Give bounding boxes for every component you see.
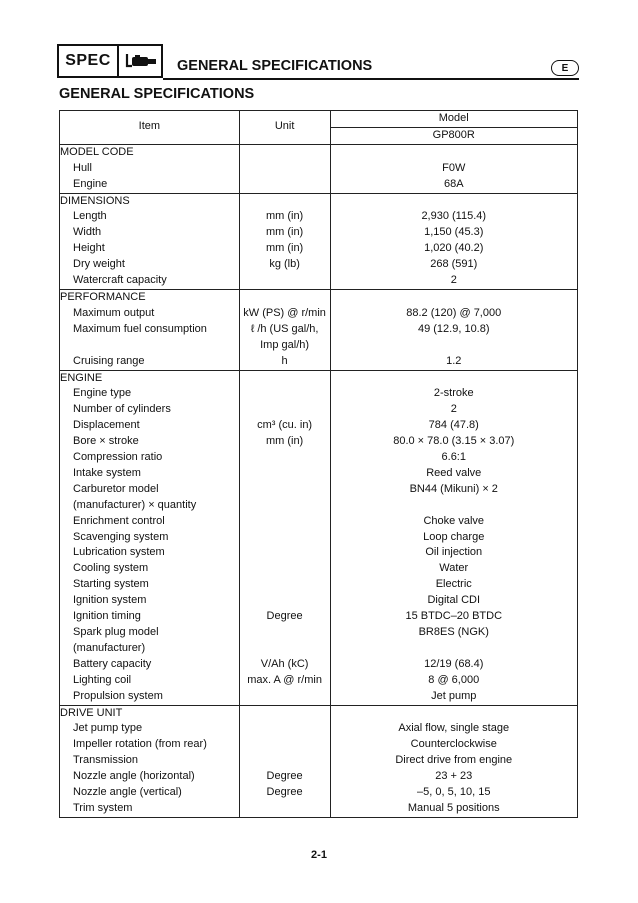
unit-cell bbox=[239, 561, 330, 577]
unit-cell: mm (in) bbox=[239, 225, 330, 241]
unit-cell: Degree bbox=[239, 785, 330, 801]
value-cell bbox=[330, 193, 578, 209]
unit-cell bbox=[239, 386, 330, 402]
value-cell: 8 @ 6,000 bbox=[428, 673, 480, 686]
value-cell: Counterclockwise bbox=[410, 738, 497, 751]
table-row bbox=[60, 721, 578, 737]
value-cell: Loop charge bbox=[423, 530, 485, 543]
table-row bbox=[60, 801, 578, 817]
value-cell: 23 + 23 bbox=[435, 770, 473, 783]
item-label: Cooling system bbox=[60, 561, 240, 577]
table-row bbox=[60, 514, 578, 530]
table-row bbox=[60, 434, 578, 450]
unit-cell bbox=[239, 721, 330, 737]
unit-cell bbox=[239, 144, 330, 160]
unit-cell: V/Ah (kC) bbox=[239, 657, 330, 673]
unit-cell bbox=[239, 289, 330, 305]
table-row bbox=[60, 673, 578, 689]
item-label: Scavenging system bbox=[60, 530, 240, 546]
value-cell bbox=[330, 144, 578, 160]
table-row bbox=[60, 753, 578, 769]
page-number: 2-1 bbox=[311, 849, 327, 861]
unit-cell: mm (in) bbox=[239, 209, 330, 225]
value-cell: Axial flow, single stage bbox=[398, 722, 510, 735]
item-label: Displacement bbox=[60, 418, 240, 434]
category-row bbox=[60, 289, 578, 305]
unit-cell: max. A @ r/min bbox=[239, 673, 330, 689]
value-cell: Water bbox=[439, 562, 469, 575]
table-row bbox=[60, 689, 578, 705]
table-row bbox=[60, 450, 578, 466]
table-row bbox=[60, 482, 578, 514]
table-row bbox=[60, 241, 578, 257]
value-cell: Jet pump bbox=[431, 689, 477, 702]
unit-cell bbox=[239, 482, 330, 514]
item-label: Hull bbox=[60, 161, 240, 177]
table-row bbox=[60, 209, 578, 225]
column-header-model: Model bbox=[330, 111, 578, 128]
category-label: DRIVE UNIT bbox=[60, 705, 240, 721]
unit-cell: mm (in) bbox=[239, 434, 330, 450]
spec-box bbox=[57, 44, 163, 78]
table-row bbox=[60, 306, 578, 322]
value-cell: Choke valve bbox=[423, 514, 485, 527]
unit-cell bbox=[239, 161, 330, 177]
category-label: DIMENSIONS bbox=[60, 193, 240, 209]
value-cell: 2,930 (115.4) bbox=[421, 210, 487, 223]
item-label: Engine bbox=[60, 177, 240, 193]
item-label: Intake system bbox=[60, 466, 240, 482]
unit-cell bbox=[239, 705, 330, 721]
value-cell bbox=[330, 289, 578, 305]
page-header bbox=[57, 44, 579, 80]
table-row bbox=[60, 737, 578, 753]
item-label: Compression ratio bbox=[60, 450, 240, 466]
item-label: Nozzle angle (vertical) bbox=[60, 785, 240, 801]
item-label: Cruising range bbox=[60, 354, 240, 370]
value-cell bbox=[330, 370, 578, 386]
unit-cell: ℓ /h (US gal/h, Imp gal/h) bbox=[239, 322, 330, 354]
value-cell: Oil injection bbox=[425, 546, 483, 559]
unit-cell: kg (lb) bbox=[239, 257, 330, 273]
item-label: Number of cylinders bbox=[60, 402, 240, 418]
unit-cell bbox=[239, 593, 330, 609]
item-label: Carburetor model (manufacturer) × quantity bbox=[60, 482, 240, 514]
table-row bbox=[60, 530, 578, 546]
unit-cell bbox=[239, 689, 330, 705]
value-cell: Reed valve bbox=[426, 466, 482, 479]
table-row bbox=[60, 322, 578, 354]
model-name: GP800R bbox=[330, 127, 578, 144]
item-label: Propulsion system bbox=[60, 689, 240, 705]
value-cell: 6.6:1 bbox=[441, 451, 466, 464]
table-row bbox=[60, 785, 578, 801]
category-row bbox=[60, 144, 578, 160]
unit-cell: cm³ (cu. in) bbox=[239, 418, 330, 434]
unit-cell bbox=[239, 801, 330, 817]
unit-cell: h bbox=[239, 354, 330, 370]
value-cell: 12/19 (68.4) bbox=[424, 657, 484, 670]
table-row bbox=[60, 577, 578, 593]
table-row bbox=[60, 257, 578, 273]
value-cell: 2-stroke bbox=[433, 387, 474, 400]
value-cell: 68A bbox=[443, 177, 464, 190]
unit-cell: mm (in) bbox=[239, 241, 330, 257]
table-row bbox=[60, 418, 578, 434]
language-badge: E bbox=[551, 60, 579, 76]
unit-cell bbox=[239, 402, 330, 418]
item-label: Enrichment control bbox=[60, 514, 240, 530]
item-label: Watercraft capacity bbox=[60, 273, 240, 289]
item-label: Bore × stroke bbox=[60, 434, 240, 450]
service-tool-icon bbox=[119, 46, 161, 76]
item-label: Maximum output bbox=[60, 306, 240, 322]
table-row bbox=[60, 545, 578, 561]
item-label: Width bbox=[60, 225, 240, 241]
item-label: Nozzle angle (horizontal) bbox=[60, 769, 240, 785]
value-cell: Electric bbox=[435, 578, 472, 591]
unit-cell bbox=[239, 193, 330, 209]
value-cell: Digital CDI bbox=[427, 594, 481, 607]
category-label: MODEL CODE bbox=[60, 144, 240, 160]
table-row bbox=[60, 609, 578, 625]
table-row bbox=[60, 161, 578, 177]
value-cell: 15 BTDC–20 BTDC bbox=[405, 610, 503, 623]
item-label: Jet pump type bbox=[60, 721, 240, 737]
unit-cell bbox=[239, 625, 330, 657]
unit-cell bbox=[239, 737, 330, 753]
value-cell: BN44 (Mikuni) × 2 bbox=[409, 482, 498, 495]
value-cell: F0W bbox=[442, 161, 466, 174]
unit-cell bbox=[239, 577, 330, 593]
value-cell bbox=[330, 705, 578, 721]
table-row bbox=[60, 273, 578, 289]
item-label: Impeller rotation (from rear) bbox=[60, 737, 240, 753]
header-rule bbox=[163, 78, 579, 80]
item-label: Lubrication system bbox=[60, 545, 240, 561]
item-label: Trim system bbox=[60, 801, 240, 817]
table-row bbox=[60, 225, 578, 241]
unit-cell bbox=[239, 370, 330, 386]
table-row bbox=[60, 561, 578, 577]
column-header-unit: Unit bbox=[239, 111, 330, 145]
unit-cell bbox=[239, 545, 330, 561]
value-cell: 2 bbox=[450, 403, 457, 416]
section-title: GENERAL SPECIFICATIONS bbox=[59, 86, 255, 102]
value-cell: 1,020 (40.2) bbox=[424, 242, 484, 255]
header-title: GENERAL SPECIFICATIONS bbox=[177, 58, 373, 74]
table-row bbox=[60, 354, 578, 370]
spec-label: SPEC bbox=[59, 46, 119, 76]
value-cell: 1.2 bbox=[446, 354, 462, 367]
value-cell: 49 (12.9, 10.8) bbox=[417, 322, 490, 335]
item-label: Height bbox=[60, 241, 240, 257]
specifications-table bbox=[59, 110, 578, 818]
unit-cell bbox=[239, 177, 330, 193]
table-row bbox=[60, 625, 578, 657]
unit-cell: Degree bbox=[239, 769, 330, 785]
unit-cell: kW (PS) @ r/min bbox=[239, 306, 330, 322]
table-row bbox=[60, 593, 578, 609]
unit-cell bbox=[239, 466, 330, 482]
category-label: ENGINE bbox=[60, 370, 240, 386]
table-row bbox=[60, 177, 578, 193]
item-label: Length bbox=[60, 209, 240, 225]
table-row bbox=[60, 657, 578, 673]
item-label: Lighting coil bbox=[60, 673, 240, 689]
item-label: Starting system bbox=[60, 577, 240, 593]
item-label: Transmission bbox=[60, 753, 240, 769]
item-label: Spark plug model (manufacturer) bbox=[60, 625, 240, 657]
item-label: Maximum fuel consumption bbox=[60, 322, 240, 354]
table-row bbox=[60, 466, 578, 482]
value-cell: 784 (47.8) bbox=[428, 419, 479, 432]
value-cell: BR8ES (NGK) bbox=[418, 626, 489, 638]
category-row bbox=[60, 193, 578, 209]
unit-cell: Degree bbox=[239, 609, 330, 625]
column-header-item: Item bbox=[60, 111, 240, 145]
unit-cell bbox=[239, 753, 330, 769]
value-cell: –5, 0, 5, 10, 15 bbox=[417, 786, 491, 799]
category-row bbox=[60, 705, 578, 721]
item-label: Ignition system bbox=[60, 593, 240, 609]
unit-cell bbox=[239, 450, 330, 466]
value-cell: Direct drive from engine bbox=[395, 754, 513, 767]
value-cell: 268 (591) bbox=[430, 258, 478, 271]
value-cell: 2 bbox=[450, 274, 457, 287]
category-label: PERFORMANCE bbox=[60, 289, 240, 305]
table-row bbox=[60, 769, 578, 785]
item-label: Battery capacity bbox=[60, 657, 240, 673]
table-row bbox=[60, 402, 578, 418]
item-label: Dry weight bbox=[60, 257, 240, 273]
value-cell: 80.0 × 78.0 (3.15 × 3.07) bbox=[393, 435, 515, 448]
unit-cell bbox=[239, 530, 330, 546]
value-cell: 1,150 (45.3) bbox=[424, 226, 484, 239]
category-row bbox=[60, 370, 578, 386]
item-label: Ignition timing bbox=[60, 609, 240, 625]
unit-cell bbox=[239, 273, 330, 289]
unit-cell bbox=[239, 514, 330, 530]
table-row bbox=[60, 386, 578, 402]
value-cell: 88.2 (120) @ 7,000 bbox=[406, 306, 502, 319]
item-label: Engine type bbox=[60, 386, 240, 402]
value-cell: Manual 5 positions bbox=[407, 801, 500, 814]
